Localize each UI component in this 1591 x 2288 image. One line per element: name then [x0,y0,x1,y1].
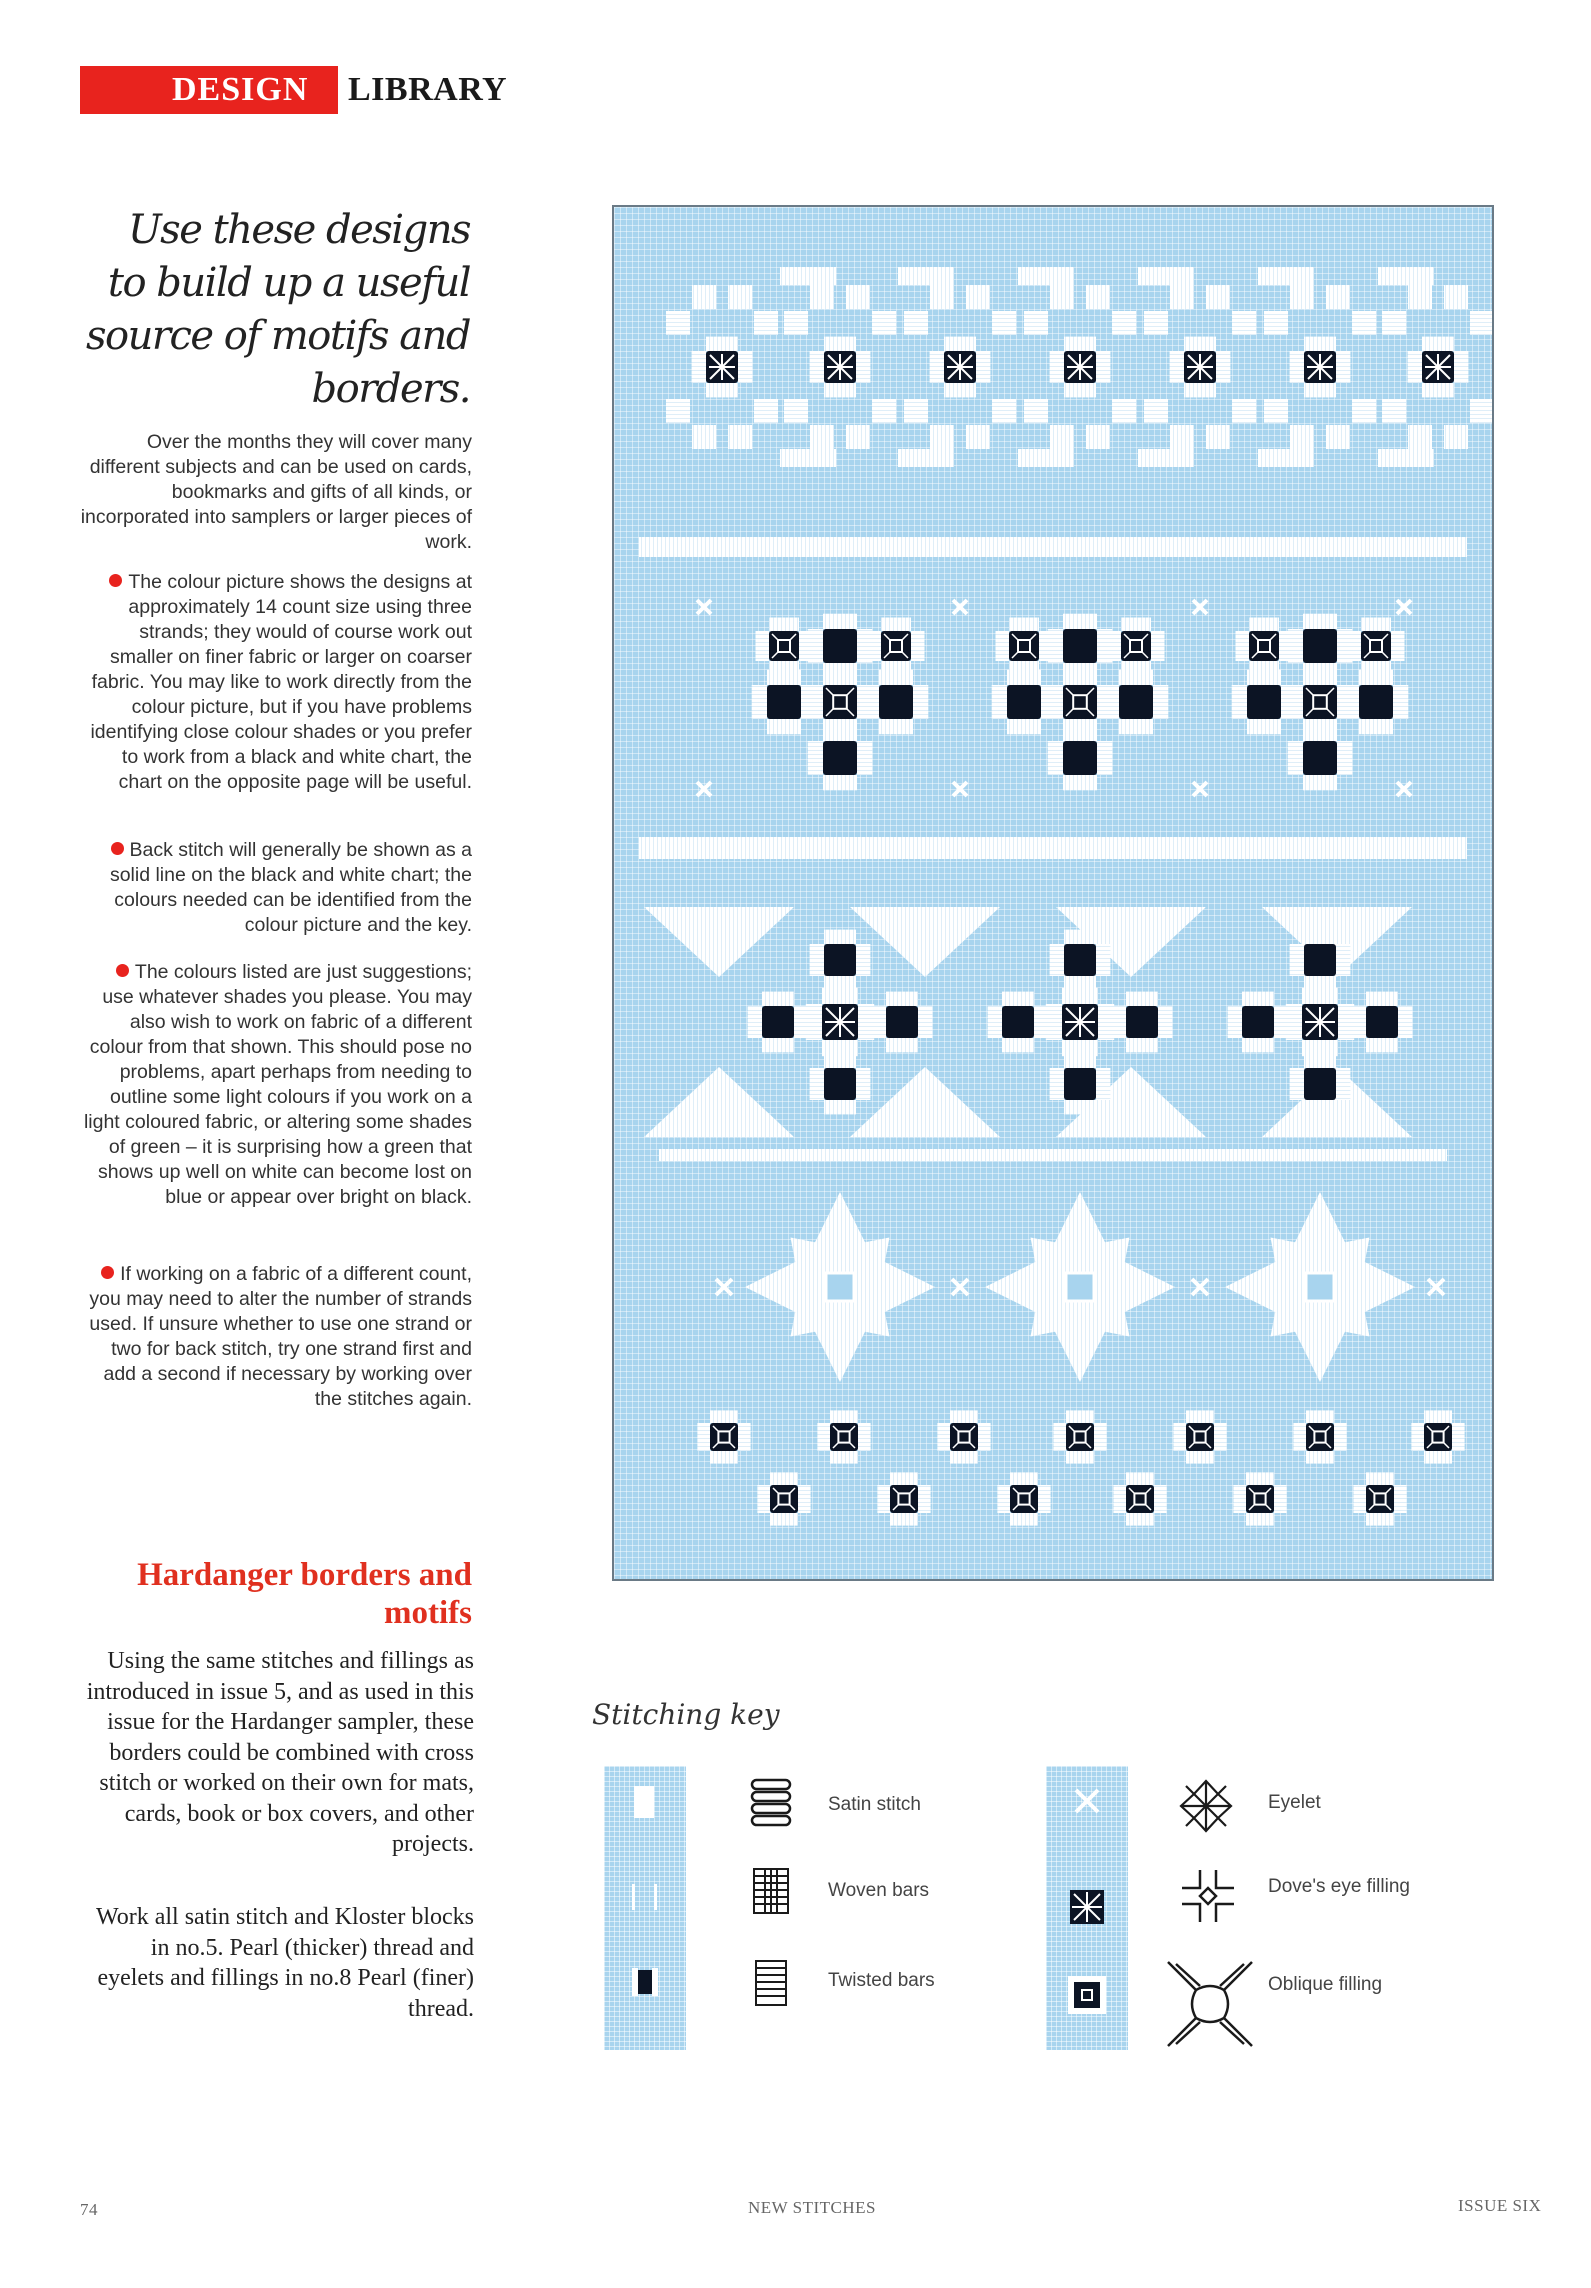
page-number: 74 [80,2200,98,2219]
bullet-icon [116,964,129,977]
embroidery-motifs [614,207,1492,1579]
issue-label: ISSUE SIX [1458,2196,1542,2215]
satin-stitch-icon [748,1776,794,1832]
twisted-bars-icon [752,1958,790,2008]
key-label: Satin stitch [828,1794,921,1815]
paragraph: The colours listed are just suggestions; use whatever shades you please. You may also wish to work on fabric of a different colour from that shown. This should pose no problems, apart perhaps from needing to outline some light colours if you work on a light coloured fabric, or altering some shades of green – it is surprising how a green that shows up well on white can become lost on blue or appear over bright on black. [83,961,472,1208]
doves-eye-filling-icon [1178,1866,1238,1926]
oblique-filling-icon [1162,1956,1258,2052]
key-title: Stitching key [592,1698,780,1731]
key-label: Woven bars [828,1880,930,1901]
kloster-block-motifs [697,600,1411,796]
satin-bars-swatch [604,1766,686,2050]
key-swatch-strip [1046,1766,1128,2050]
paragraph: Over the months they will cover many different subjects and can be used on cards, bookmarks and gifts of all kinds, or incorporated into samplers or larger pieces of work. [80,431,472,553]
paragraph: The colour picture shows the designs at approximately 14 count size using three strands; they would of course work out smaller on finer fabric or larger on coarser fabric. You may like to work directly from the colour picture, but if you have problems identifying close colour shades or you prefer to work from a black and white chart, the chart on the opposite page will be useful. [90,571,472,793]
magazine-name: NEW STITCHES [748,2198,876,2217]
section-label: DESIGN [172,71,309,108]
key-label: Eyelet [1268,1792,1321,1813]
square-border [697,1410,1464,1525]
diamond-border [666,267,1492,467]
section-label-library: LIBRARY [348,71,508,108]
star-motifs [716,1192,1444,1382]
key-label: Dove's eye filling [1268,1876,1410,1897]
section-heading: Hardanger borders and motifs [137,1557,472,1631]
filling-swatch [1046,1766,1128,2050]
embroidery-picture [612,205,1494,1581]
intro-heading: Use these designs to build up a useful source of motifs and borders. [85,207,470,412]
satin-border-line [639,837,1467,859]
bullet-icon [109,574,122,587]
satin-border-line [659,1149,1447,1161]
key-swatch-strip [604,1766,686,2050]
bullet-icon [111,842,124,855]
paragraph: Work all satin stitch and Kloster blocks in no.5. Pearl (thicker) thread and eyelets and fillings in no.8 Pearl (finer) thread. [96,1904,474,2022]
eyelet-icon [1178,1778,1234,1834]
triangle-border [644,907,1412,1137]
bullet-icon [101,1266,114,1279]
paragraph: Using the same stitches and fillings as introduced in issue 5, and as used in this issue for the Hardanger sampler, these borders could be combined with cross stitch or worked on their own for mats, cards, book or box covers, and other projects. [86,1648,474,1857]
key-label: Oblique filling [1268,1974,1383,1995]
key-label: Twisted bars [828,1970,935,1991]
paragraph: Back stitch will generally be shown as a solid line on the black and white chart; the colours needed can be identified from the colour picture and the key. [109,839,472,936]
satin-border-line [639,537,1467,557]
paragraph: If working on a fabric of a different count, you may need to alter the number of strands used. If unsure whether to use one strand or two for back stitch, try one strand first and add a second if necessary by working over the stitches again. [89,1263,472,1410]
woven-bars-icon [748,1866,794,1916]
